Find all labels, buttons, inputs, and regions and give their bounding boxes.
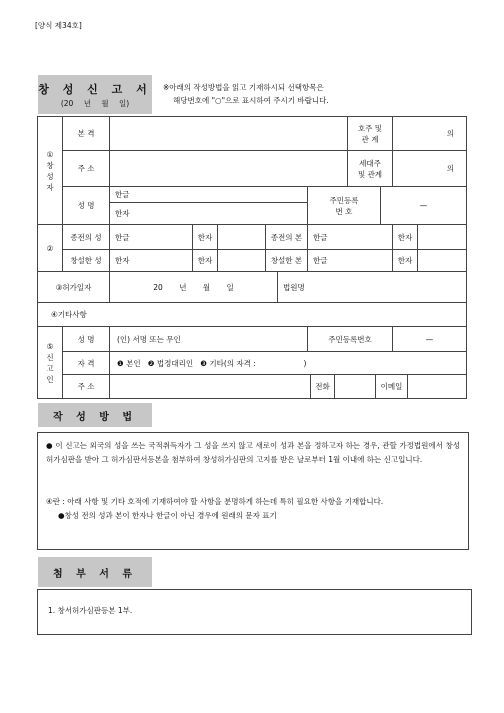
court-name-label: 법원명 — [283, 282, 305, 292]
reporter-name-label: 성 명 — [77, 334, 95, 344]
instruction-note-line2: 해당번호에 "○"으로 표시하여 주시기 바랍니다. — [173, 96, 329, 105]
prev-surname-hangul: 한글 — [115, 232, 130, 242]
prev-surname-hanja: 한자 — [197, 232, 213, 242]
writing-method-panel — [37, 432, 469, 550]
juso-label: 주 소 — [77, 164, 95, 173]
name-hangul-label: 한글 — [115, 190, 130, 199]
prev-origin-hangul: 한글 — [313, 232, 328, 242]
reporter-signature-field[interactable]: (인) 서명 또는 무인 — [117, 334, 181, 344]
bongyeok-label: 본 격 — [77, 129, 95, 138]
permit-date-field[interactable]: 20 년 월 일 — [153, 282, 234, 292]
ui-suffix: 의 — [446, 129, 454, 138]
reporter-rrn-field[interactable] — [393, 327, 466, 351]
phone-label: 전화 — [315, 382, 330, 391]
reporter-address-label: 주 소 — [77, 382, 95, 391]
hoju-relation-label: 호주 및 관 계 — [357, 123, 383, 144]
attachments-panel — [37, 589, 472, 635]
ui-suffix: 의 — [446, 164, 454, 173]
name-label: 성 명 — [77, 201, 95, 210]
reporter-rrn-label: 주민등록번호 — [328, 334, 372, 344]
form-title: 창 성 신 고 서 — [38, 83, 152, 96]
sedaeju-label: 세대주 및 관계 — [357, 158, 383, 179]
writing-method-title: 작 성 방 법 — [38, 403, 152, 427]
instruction-note — [163, 81, 329, 107]
report-form-table — [37, 116, 467, 399]
new-origin-label: 창설한 본 — [270, 256, 303, 265]
new-surname-label: 창설한 성 — [70, 256, 102, 265]
attachment-item-1: 1. 창서허가심판등본 1부. — [48, 606, 133, 615]
new-surname-hanja-1: 한자 — [115, 256, 130, 265]
reporter-rrn-dash: — — [425, 334, 434, 344]
prev-origin-label: 종전의 본 — [270, 232, 303, 242]
form-number: [양식 제34호] — [35, 21, 82, 30]
section1-side-label: ① 창 성 자 — [46, 149, 54, 192]
email-label: 이메일 — [380, 382, 403, 391]
new-surname-hanja-2: 한자 — [197, 256, 213, 265]
permit-date-label: ③허가일자 — [55, 282, 92, 292]
new-origin-hanja: 한자 — [397, 256, 413, 265]
prev-origin-hanja: 한자 — [397, 232, 413, 242]
section5-side-label: ⑤ 신 고 인 — [46, 341, 54, 384]
form-date-line: (20 년 월 일) — [60, 99, 130, 108]
qualification-options[interactable]: ❶ 본인 ❷ 법정대리인 ❸ 기타(의 자격 : ) — [117, 358, 307, 368]
hoju-relation-field[interactable] — [393, 117, 466, 150]
instruction-note-line1: ※아래의 작성방법을 읽고 기재하시되 선택항목은 — [163, 83, 324, 92]
method-paragraph-1: ● 이 신고는 외국의 성을 쓰는 국적취득자가 그 성을 쓰지 않고 새로이 성과 본을 정하고자 하는 경우, 관할 가정법원에서 창성허가심판을 받아 그 허가심판서등본을 첨부하여 창성허가심판의 고지를 받은 날로부터 1월 이내에 하는 신고입니다. — [46, 441, 460, 464]
rrn-label: 주민등록 번 호 — [329, 195, 359, 216]
rrn-field[interactable] — [381, 187, 466, 224]
method-paragraph-2: ④란 : 아래 사항 및 기타 호적에 기재하여야 할 사항을 분명하게 하는데 특히 필요한 사항을 기재합니다. — [46, 497, 384, 506]
attachments-title: 첨 부 서 류 — [38, 557, 152, 587]
method-paragraph-3: ●창성 전의 성과 본이 한자나 한글이 아닌 경우에 원래의 문자 표기 — [58, 511, 277, 520]
bongyeok-field[interactable] — [110, 117, 347, 150]
new-origin-hangul: 한글 — [313, 256, 328, 265]
qualification-label: 자 격 — [77, 358, 95, 368]
name-hanja-label: 한자 — [115, 209, 130, 218]
sedaeju-field[interactable] — [393, 151, 466, 186]
form-title-box — [38, 75, 152, 114]
other-matters-label: ④기타사항 — [51, 310, 87, 319]
prev-surname-label: 종전의 성 — [70, 232, 102, 242]
section2-side-label: ② — [46, 243, 54, 253]
rrn-dash: — — [419, 201, 428, 210]
juso-field[interactable] — [110, 151, 347, 186]
